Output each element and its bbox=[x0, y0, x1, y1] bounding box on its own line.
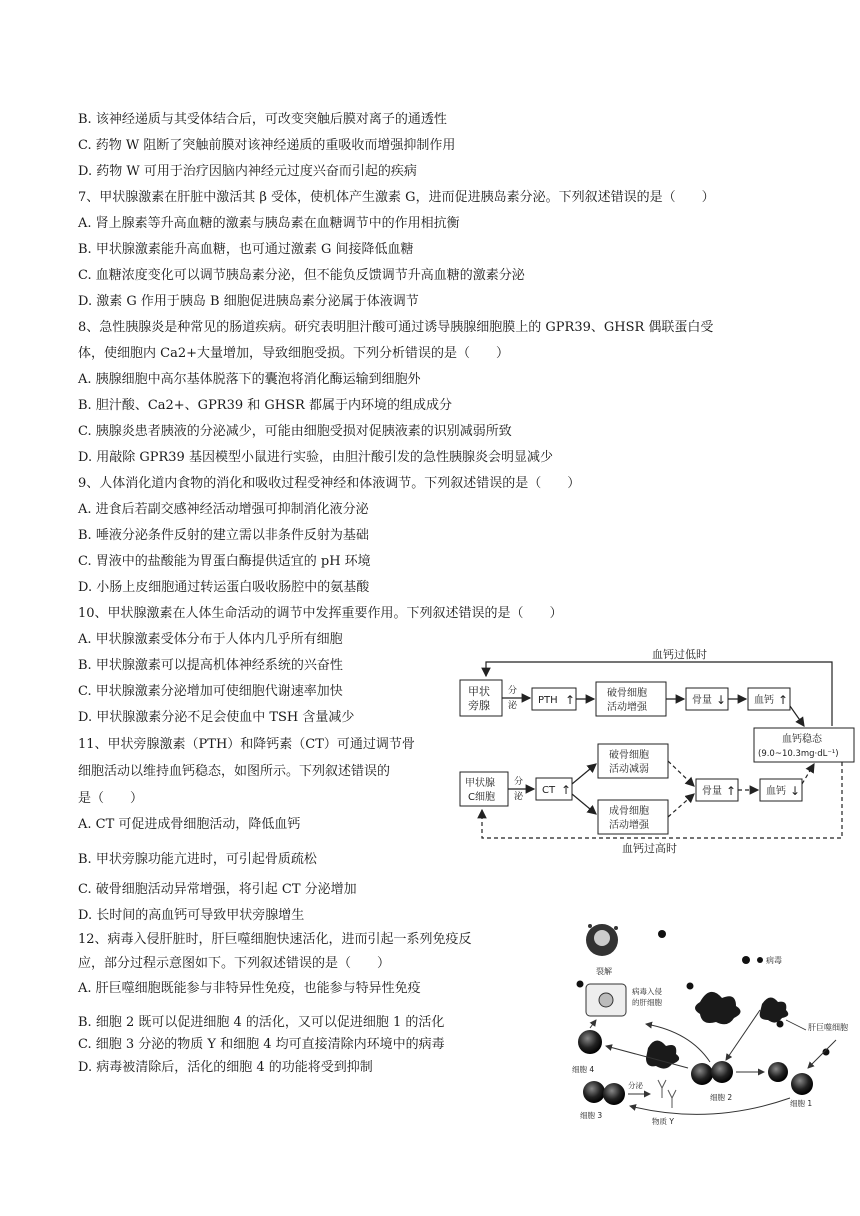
thyroid-c-2: C细胞 bbox=[468, 792, 495, 803]
down-arrow-icon: ↓ bbox=[716, 693, 727, 707]
up-arrow-icon: ↑ bbox=[726, 784, 737, 798]
osteoclast-down-2: 活动减弱 bbox=[609, 764, 649, 775]
option-11c: C. 破骨细胞活动异常增强，将引起 CT 分泌增加 bbox=[78, 882, 357, 897]
thyroid-c-1: 甲状腺 bbox=[465, 778, 495, 789]
osteoclast-down-1: 破骨细胞 bbox=[609, 750, 649, 761]
cell-1-icon bbox=[768, 1062, 813, 1095]
immune-response-diagram bbox=[550, 912, 860, 1132]
secrete-label-4: 泌 bbox=[514, 792, 524, 802]
question-10-stem: 10、甲状腺激素在人体生命活动的调节中发挥重要作用。下列叙述错误的是（ ） bbox=[78, 606, 563, 621]
option-6c: C. 药物 W 阻断了突触前膜对该神经递质的重吸收而增强抑制作用 bbox=[78, 138, 456, 153]
option-10b: B. 甲状腺激素可以提高机体神经系统的兴奋性 bbox=[78, 658, 343, 673]
high-calcium-label: 血钙过高时 bbox=[622, 842, 677, 855]
osteoblast-up-2: 活动增强 bbox=[609, 820, 649, 831]
secrete-label: 分泌 bbox=[628, 1081, 643, 1090]
option-8c: C. 胰腺炎患者胰液的分泌减少，可能由细胞受损对促胰液素的识别减弱所致 bbox=[78, 424, 512, 439]
cell-2-icon bbox=[691, 1061, 733, 1085]
down-arrow-icon: ↓ bbox=[790, 784, 801, 798]
substance-y-icon bbox=[658, 1080, 676, 1108]
low-calcium-label: 血钙过低时 bbox=[652, 648, 707, 661]
option-7d: D. 激素 G 作用于胰岛 B 细胞促进胰岛素分泌属于体液调节 bbox=[78, 294, 419, 309]
homeostasis-range: (9.0~10.3mg·dL⁻¹) bbox=[758, 749, 839, 759]
calcium-up-label: 血钙 bbox=[754, 695, 774, 706]
cell-2-label: 细胞 2 bbox=[710, 1093, 733, 1102]
up-arrow-icon: ↑ bbox=[778, 693, 789, 707]
option-6b: B. 该神经递质与其受体结合后，可改变突触后膜对离子的通透性 bbox=[78, 112, 447, 127]
cell-3-icon bbox=[583, 1081, 625, 1105]
calcium-regulation-diagram bbox=[452, 648, 860, 856]
osteoclast-up-1: 破骨细胞 bbox=[607, 688, 647, 699]
lysed-cell-icon bbox=[586, 924, 618, 956]
question-11-stem-1: 11、甲状旁腺激素（PTH）和降钙素（CT）可通过调节骨 bbox=[78, 737, 415, 752]
option-10c: C. 甲状腺激素分泌增加可使细胞代谢速率加快 bbox=[78, 684, 343, 699]
secrete-label-3: 分 bbox=[514, 777, 524, 787]
virus-legend-icon bbox=[757, 957, 763, 963]
ct-label: CT bbox=[542, 785, 556, 796]
substance-y-label: 物质 Y bbox=[652, 1117, 674, 1126]
bone-down-label: 骨量 bbox=[692, 695, 712, 706]
macrophage-label: 肝巨噬细胞 bbox=[808, 1023, 848, 1032]
question-11-stem-2: 细胞活动以维持血钙稳态，如图所示。下列叙述错误的 bbox=[78, 764, 391, 779]
option-9b: B. 唾液分泌条件反射的建立需以非条件反射为基础 bbox=[78, 528, 369, 543]
cell-4-icon bbox=[578, 1030, 602, 1054]
question-12-stem-2: 应，部分过程示意图如下。下列叙述错误的是（ ） bbox=[78, 956, 391, 971]
question-7-stem: 7、甲状腺激素在肝脏中激活其 β 受体，使机体产生激素 G，进而促进胰岛素分泌。下列叙述错误的是（ ） bbox=[78, 190, 715, 205]
question-12-stem-1: 12、病毒入侵肝脏时，肝巨噬细胞快速活化，进而引起一系列免疫反 bbox=[78, 932, 472, 947]
question-8-stem-1: 8、急性胰腺炎是种常见的肠道疾病。研究表明胆汁酸可通过诱导胰腺细胞膜上的 GPR39、GHSR 偶联蛋白受 bbox=[78, 320, 714, 335]
pth-label: PTH bbox=[538, 695, 558, 706]
lysis-label: 裂解 bbox=[596, 967, 612, 976]
question-8-stem-2: 体，使细胞内 Ca2+大量增加，导致细胞受损。下列分析错误的是（ ） bbox=[78, 346, 509, 361]
option-9c: C. 胃液中的盐酸能为胃蛋白酶提供适宜的 pH 环境 bbox=[78, 554, 371, 569]
secrete-label-2: 泌 bbox=[508, 701, 518, 711]
option-7b: B. 甲状腺激素能升高血糖，也可通过激素 G 间接降低血糖 bbox=[78, 242, 414, 257]
calcium-down-label: 血钙 bbox=[766, 786, 786, 797]
option-10a: A. 甲状腺激素受体分布于人体内几乎所有细胞 bbox=[78, 632, 343, 647]
parathyroid-label-1: 甲状 bbox=[468, 685, 490, 698]
option-11d: D. 长时间的高血钙可导致甲状旁腺增生 bbox=[78, 908, 305, 923]
virus-label: 病毒 bbox=[766, 956, 782, 965]
option-9d: D. 小肠上皮细胞通过转运蛋白吸收肠腔中的氨基酸 bbox=[78, 580, 370, 595]
option-8a: A. 胰腺细胞中高尔基体脱落下的囊泡将消化酶运输到细胞外 bbox=[78, 372, 421, 387]
macrophage-icon bbox=[646, 992, 788, 1069]
parathyroid-label-2: 旁腺 bbox=[468, 699, 490, 712]
infected-liver-cell-label-2: 的肝细胞 bbox=[632, 998, 662, 1007]
question-11-stem-3: 是（ ） bbox=[78, 791, 144, 806]
option-12b: B. 细胞 2 既可以促进细胞 4 的活化，又可以促进细胞 1 的活化 bbox=[78, 1015, 445, 1030]
cell-1-label: 细胞 1 bbox=[790, 1099, 813, 1108]
option-7a: A. 肾上腺素等升高血糖的激素与胰岛素在血糖调节中的作用相抗衡 bbox=[78, 216, 460, 231]
option-7c: C. 血糖浓度变化可以调节胰岛素分泌，但不能负反馈调节升高血糖的激素分泌 bbox=[78, 268, 525, 283]
option-8b: B. 胆汁酸、Ca2+、GPR39 和 GHSR 都属于内环境的组成成分 bbox=[78, 398, 452, 413]
osteoblast-up-1: 成骨细胞 bbox=[609, 806, 649, 817]
up-arrow-icon: ↑ bbox=[561, 783, 572, 797]
option-10d: D. 甲状腺激素分泌不足会使血中 TSH 含量减少 bbox=[78, 710, 355, 725]
cell-3-label: 细胞 3 bbox=[580, 1111, 603, 1120]
option-6d: D. 药物 W 可用于治疗因脑内神经元过度兴奋而引起的疾病 bbox=[78, 164, 417, 179]
infected-liver-cell-label-1: 病毒入侵 bbox=[632, 987, 662, 996]
option-9a: A. 进食后若副交感神经活动增强可抑制消化液分泌 bbox=[78, 502, 369, 517]
osteoclast-up-2: 活动增强 bbox=[607, 702, 647, 713]
homeostasis-label: 血钙稳态 bbox=[782, 734, 822, 745]
option-12a: A. 肝巨噬细胞既能参与非特异性免疫，也能参与特异性免疫 bbox=[78, 981, 421, 996]
option-8d: D. 用敲除 GPR39 基因模型小鼠进行实验，由胆汁酸引发的急性胰腺炎会明显减少 bbox=[78, 450, 553, 465]
cell-4-label: 细胞 4 bbox=[572, 1065, 595, 1074]
secrete-label-1: 分 bbox=[508, 686, 518, 696]
question-9-stem: 9、人体消化道内食物的消化和吸收过程受神经和体液调节。下列叙述错误的是（ ） bbox=[78, 476, 581, 491]
option-11b: B. 甲状旁腺功能亢进时，可引起骨质疏松 bbox=[78, 852, 317, 867]
bone-up-label: 骨量 bbox=[702, 786, 722, 797]
up-arrow-icon: ↑ bbox=[565, 693, 576, 707]
option-12c: C. 细胞 3 分泌的物质 Y 和细胞 4 均可直接清除内环境中的病毒 bbox=[78, 1037, 445, 1052]
option-11a: A. CT 可促进成骨细胞活动，降低血钙 bbox=[78, 817, 301, 832]
option-12d: D. 病毒被清除后，活化的细胞 4 的功能将受到抑制 bbox=[78, 1060, 373, 1075]
infected-liver-cell-icon bbox=[586, 984, 626, 1016]
